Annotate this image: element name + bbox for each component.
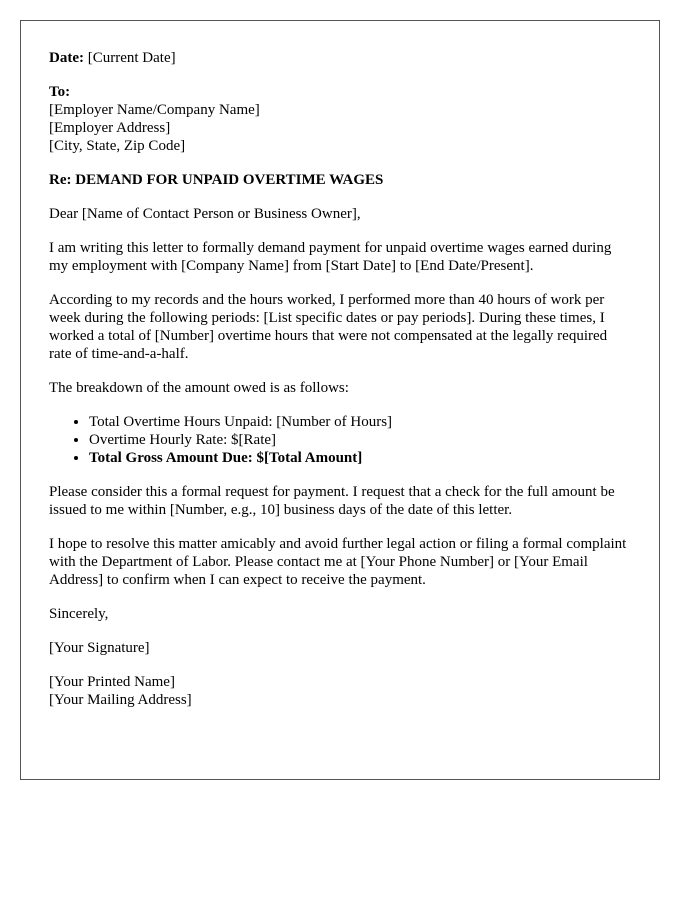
sender-address: [Your Mailing Address] — [49, 692, 192, 708]
date-line — [49, 49, 631, 67]
subject-line: Re: DEMAND FOR UNPAID OVERTIME WAGES — [49, 172, 384, 188]
recipient-label: To: — [49, 84, 71, 100]
breakdown-item-rate: • Overtime Hourly Rate: $[Rate] — [89, 431, 631, 449]
sender-name: [Your Printed Name] — [49, 674, 175, 690]
date-value: [Current Date] — [87, 50, 176, 66]
signoff: Sincerely, — [49, 606, 109, 622]
salutation: Dear [Name of Contact Person or Business Owner], — [49, 206, 361, 222]
letter-page — [20, 20, 660, 780]
recipient-city-state-zip: [City, State, Zip Code] — [49, 138, 186, 154]
recipient-address: [Employer Address] — [49, 120, 171, 136]
body-paragraph-request: Please consider this a formal request for payment. I request that a check for the full amount be issued to me within [Number, e.g., 10] business days of the date of this letter. — [49, 484, 615, 518]
signature: [Your Signature] — [49, 640, 150, 656]
date-label: Date: — [49, 50, 84, 66]
recipient-name: [Employer Name/Company Name] — [49, 102, 260, 118]
recipient-block — [49, 83, 631, 155]
breakdown-list — [49, 413, 631, 467]
sender-block — [49, 673, 631, 709]
breakdown-item-total: • Total Gross Amount Due: $[Total Amount] — [89, 449, 631, 467]
body-paragraph-intro: I am writing this letter to formally demand payment for unpaid overtime wages earned during my employment with [Company Name] from [Start Date] to [End Date/Present]. — [49, 240, 612, 274]
breakdown-item-hours: • Total Overtime Hours Unpaid: [Number of Hours] — [89, 413, 631, 431]
body-paragraph-records: According to my records and the hours worked, I performed more than 40 hours of work per week during the following periods: [List specific dates or pay periods]. During these times, I worked a total of [Number] overtime hours that were not compensated at the legally required rate of time-and-a-half. — [49, 292, 608, 362]
body-paragraph-breakdown-intro: The breakdown of the amount owed is as follows: — [49, 380, 349, 396]
body-paragraph-resolve: I hope to resolve this matter amicably and avoid further legal action or filing a formal complaint with the Department of Labor. Please contact me at [Your Phone Number] or [Your Email Address] to confirm when I can expect to receive the payment. — [49, 536, 627, 588]
